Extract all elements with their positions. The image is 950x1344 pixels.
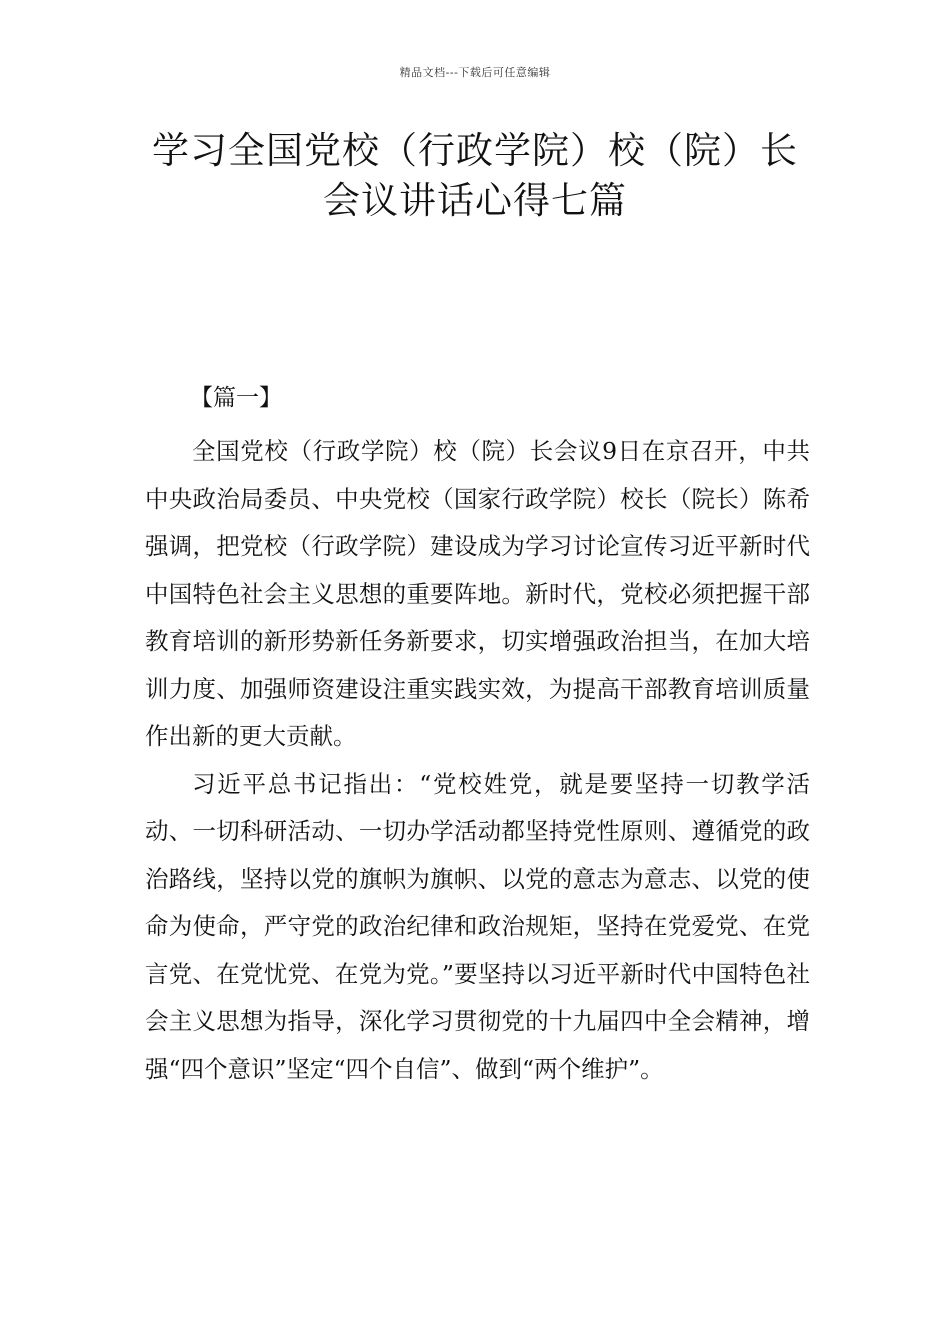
- document-title: [120, 126, 830, 226]
- paragraph-1: 全国党校（行政学院）校（院）长会议9日在京召开，中共中央政治局委员、中央党校（国家行政学院）校长（院长）陈希强调，把党校（行政学院）建设成为学习讨论宣传习近平新时代中国特色社会主义思想的重要阵地。新时代，党校必须把握干部教育培训的新形势新任务新要求，切实增强政治担当，在加大培训力度、加强师资建设注重实践实效，为提高干部教育培训质量作出新的更大贡献。: [145, 437, 810, 750]
- title-line-2: 会议讲话心得七篇: [323, 179, 627, 222]
- header-note: 精品文档---下载后可任意编辑: [399, 66, 551, 79]
- title-line-1: 学习全国党校（行政学院）校（院）长: [152, 129, 798, 172]
- section-heading: 【篇一】: [190, 385, 282, 411]
- document-body: [145, 428, 810, 1093]
- paragraph-2: 习近平总书记指出：“党校姓党，就是要坚持一切教学活动、一切科研活动、一切办学活动都坚持党性原则、遵循党的政治路线，坚持以党的旗帜为旗帜、以党的意志为意志、以党的使命为使命，严守党的政治纪律和政治规矩，坚持在党爱党、在党言党、在党忧党、在党为党。”要坚持以习近平新时代中国特色社会主义思想为指导，深化学习贯彻党的十九届四中全会精神，增强“四个意识”坚定“四个自信”、做到“两个维护”。: [145, 769, 810, 1083]
